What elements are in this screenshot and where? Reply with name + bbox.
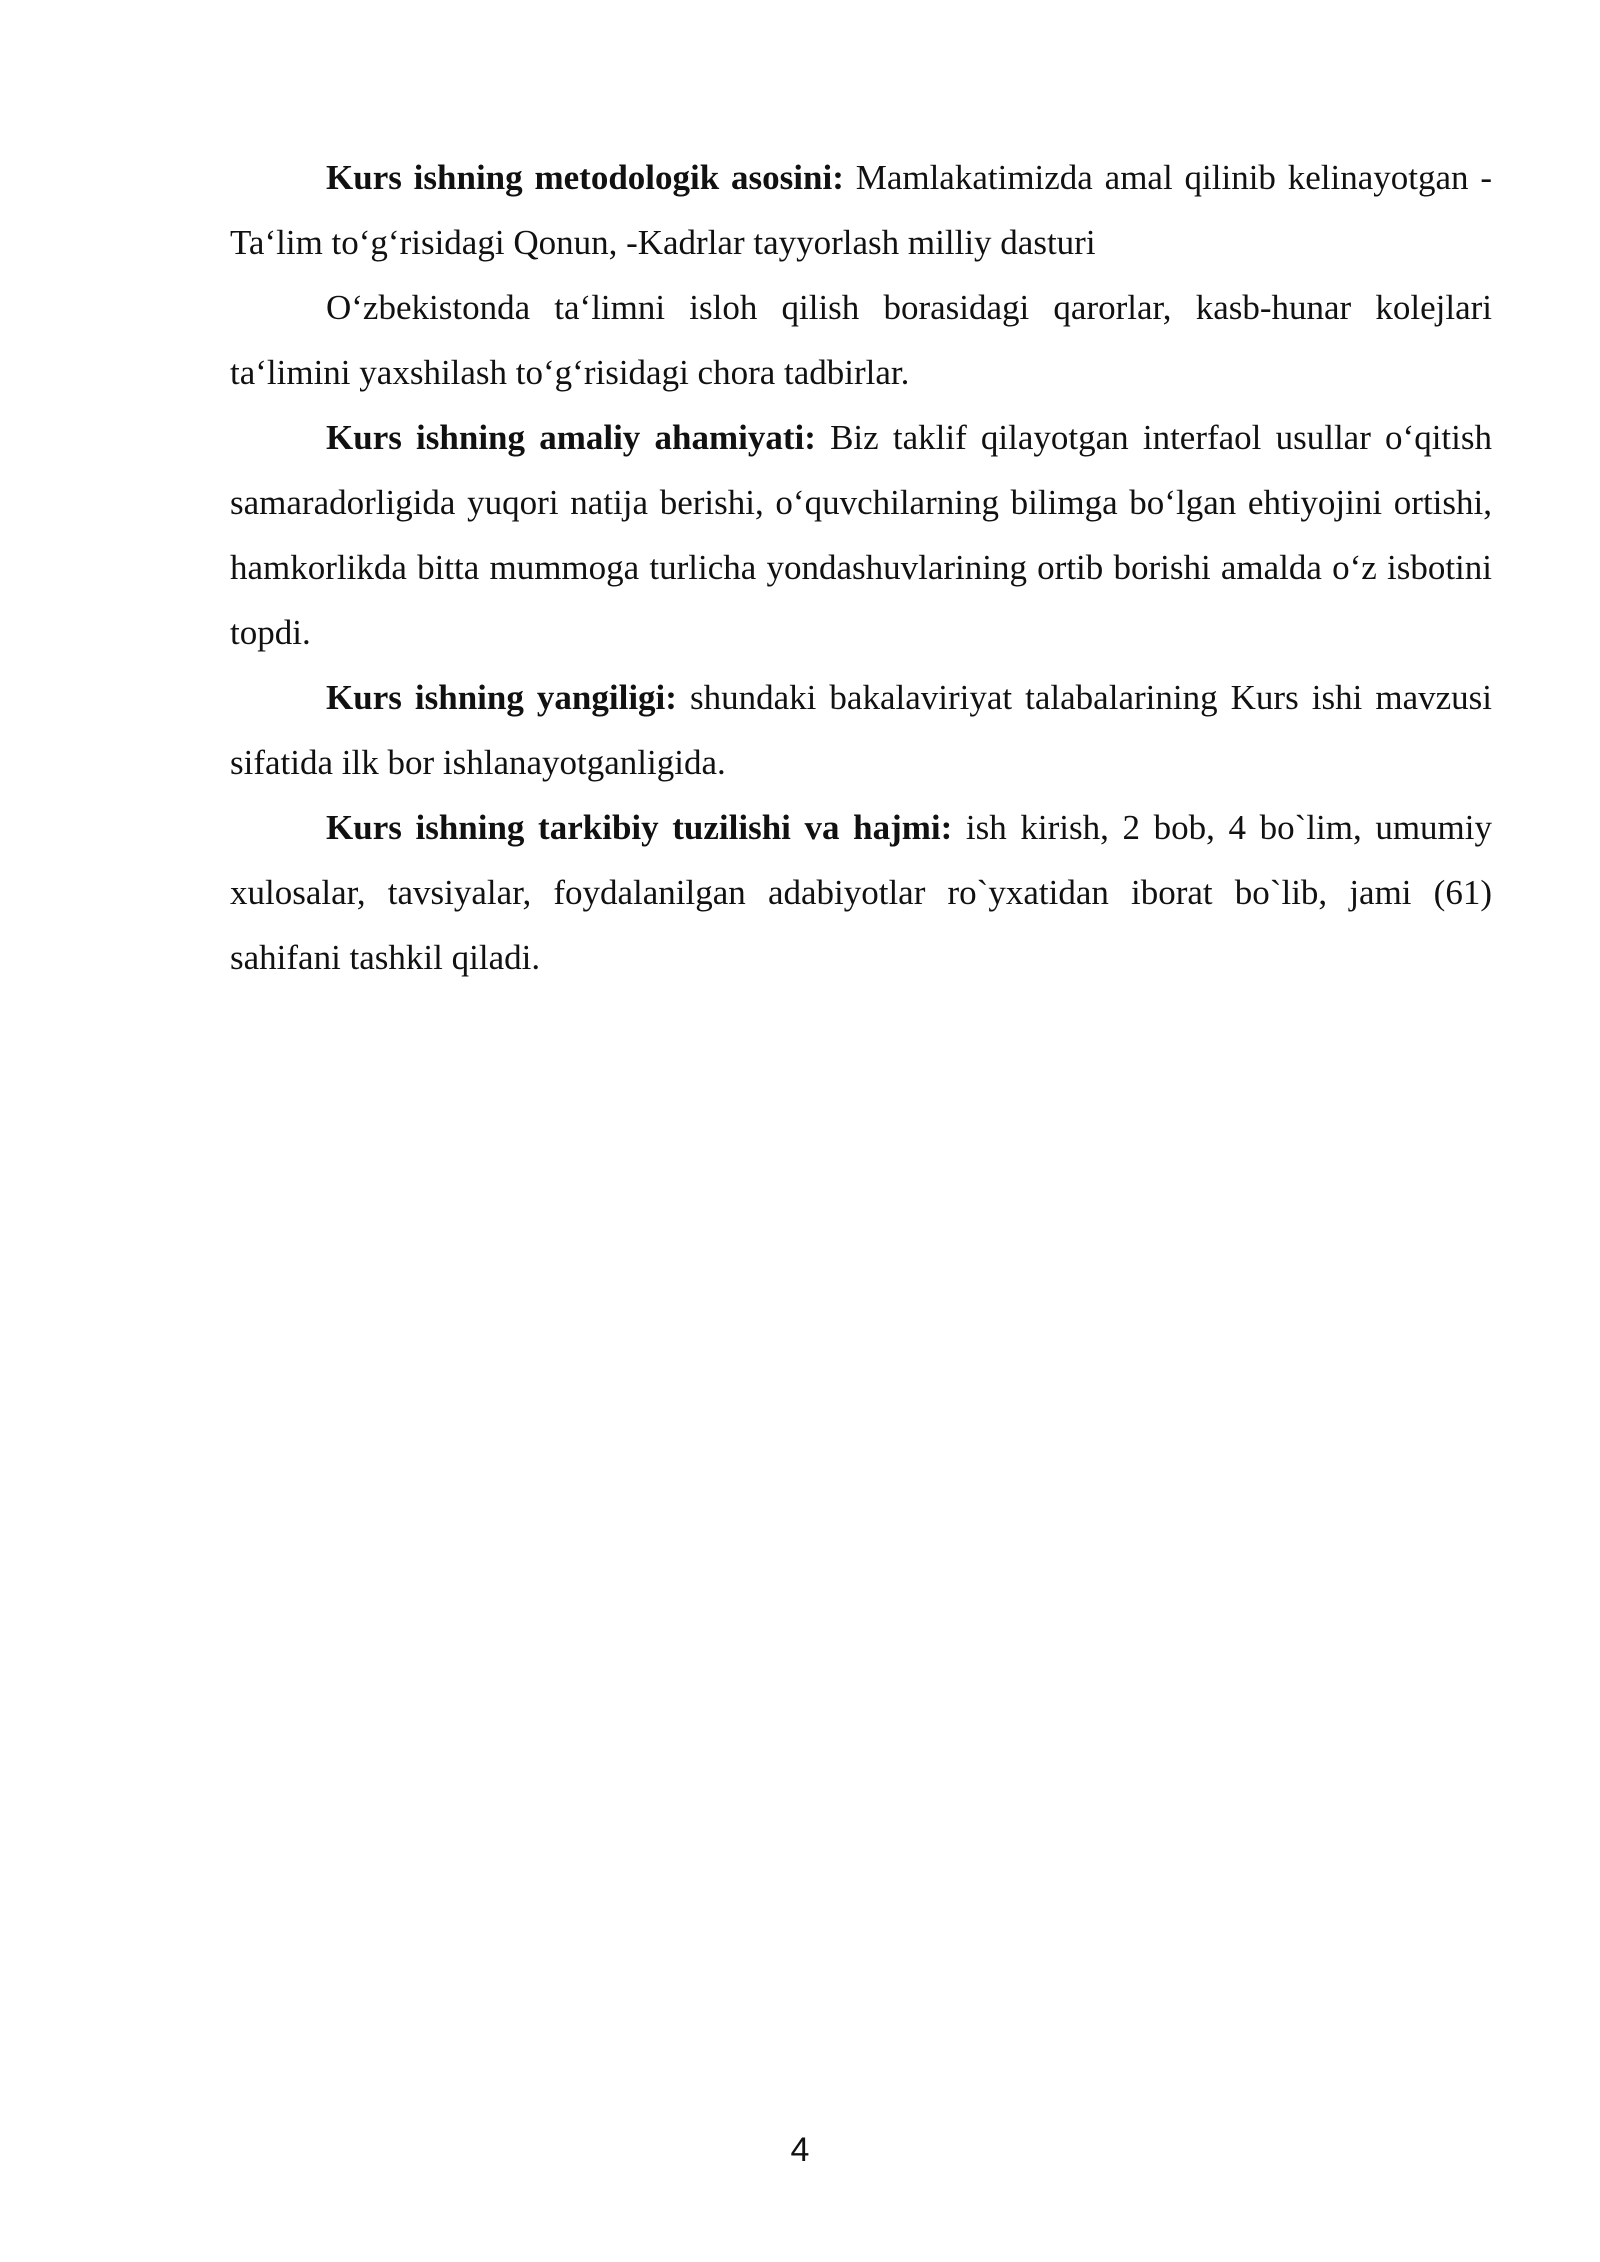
body-text [230,145,1492,990]
paragraph-text: shundaki bakalaviriyat talabalarining Kurs ishi mavzusi sifatida ilk bor ishlanayotganligida. [230,678,1492,782]
paragraph-heading: Kurs ishning yangiligi: [326,678,677,717]
paragraph-structure [230,795,1492,990]
paragraph-text: Mamlakatimizda amal qilinib kelinayotgan -Ta‘lim to‘g‘risidagi Qonun, -Kadrlar tayyorlash milliy dasturi [230,158,1493,262]
page-number: 4 [790,2131,810,2169]
paragraph-heading: Kurs ishning tarkibiy tuzilishi va hajmi: [326,808,953,847]
paragraph-methodology [230,145,1492,275]
paragraph-practical-significance [230,405,1492,665]
paragraph-text: Biz taklif qilayotgan interfaol usullar o‘qitish samaradorligida yuqori natija berishi, o‘quvchilarning bilimga bo‘lgan ehtiyojini ortishi, hamkorlikda bitta mummoga turlicha yondashuvlarining ortib borishi amalda o‘z isbotini topdi. [230,418,1492,652]
paragraph-text: ish kirish, 2 bob, 4 bo`lim, umumiy xulosalar, tavsiyalar, foydalanilgan adabiyotlar ro`yxatidan iborat bo`lib, jami (61) sahifani tashkil qiladi. [230,808,1492,977]
paragraph-novelty [230,665,1492,795]
paragraph-text: O‘zbekistonda ta‘limni isloh qilish borasidagi qarorlar, kasb-hunar kolejlari ta‘limini yaxshilash to‘g‘risidagi chora tadbirlar. [230,288,1492,392]
paragraph-heading: Kurs ishning metodologik asosini: [326,158,844,197]
paragraph-heading: Kurs ishning amaliy ahamiyati: [326,418,816,457]
paragraph-continuation [230,275,1492,405]
